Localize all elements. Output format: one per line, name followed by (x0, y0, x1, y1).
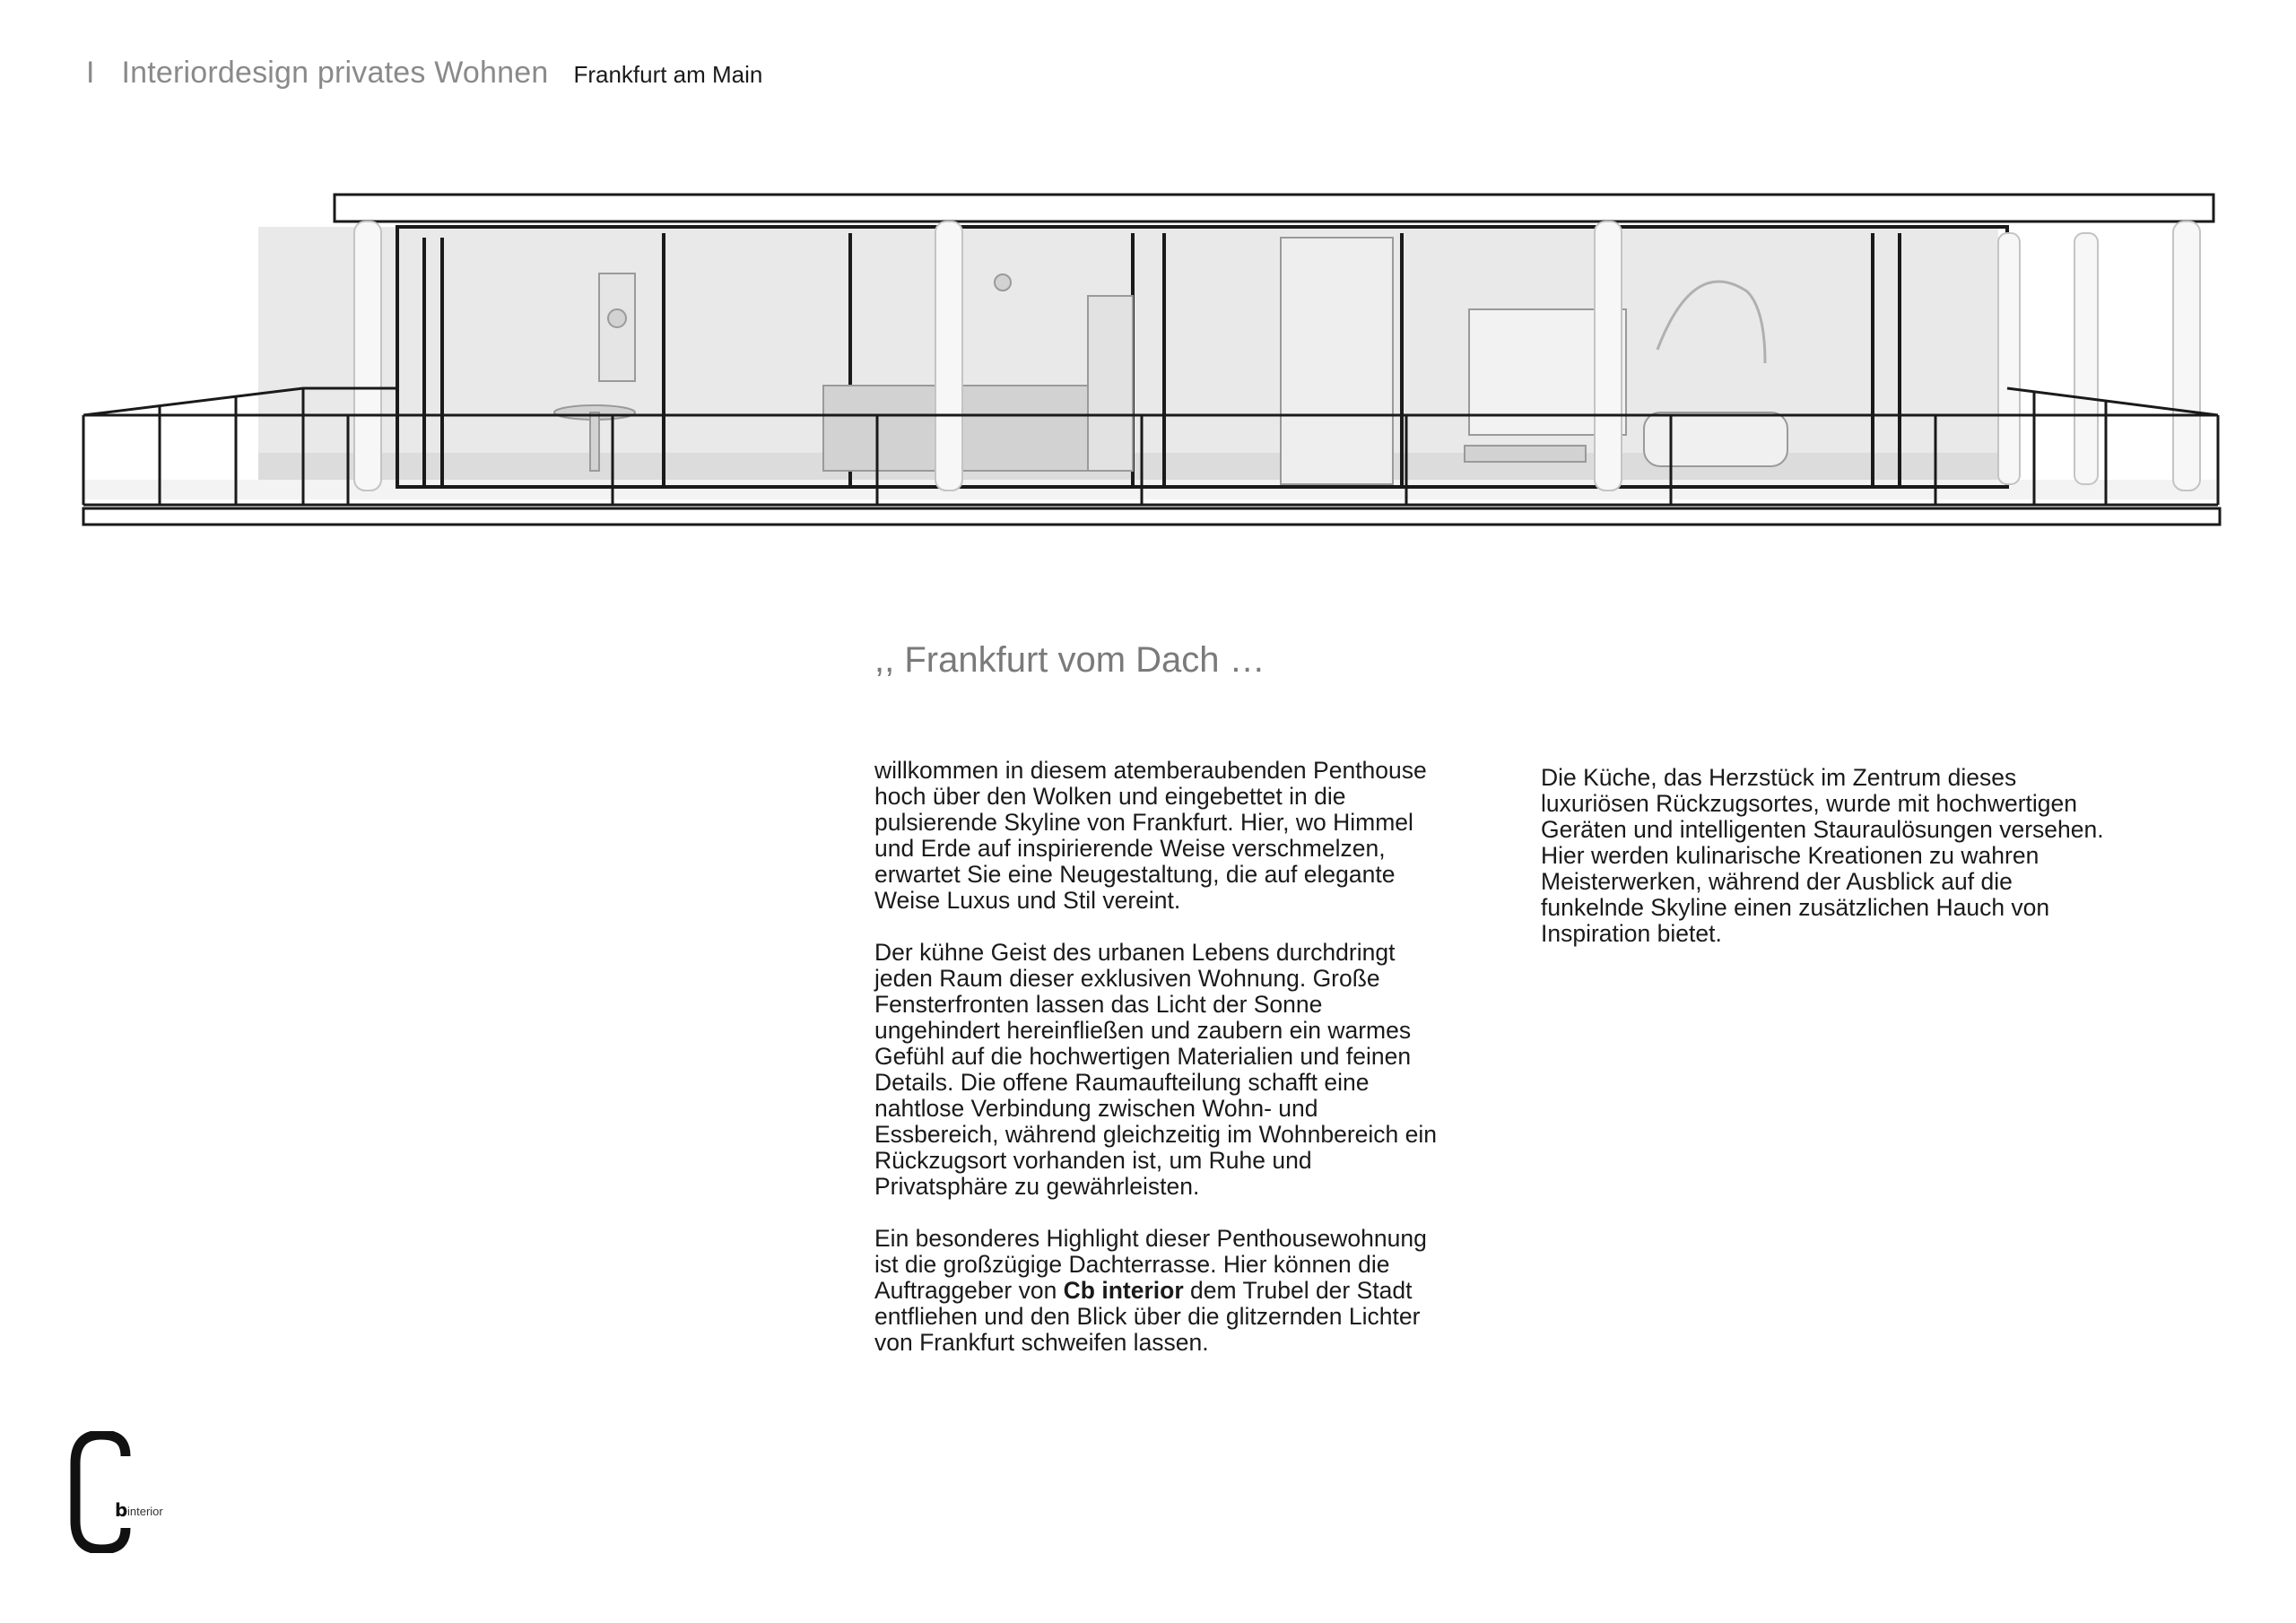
cb-interior-logo (70, 1431, 196, 1557)
logo-word: interior (127, 1505, 163, 1518)
header-bar: I (86, 56, 95, 90)
paragraph-terrace-start: Ein besonderes Highlight dieser Penthousewohnung ist die großzügige Dachterrasse. Hier können die Auftraggeber von (874, 1225, 1427, 1304)
page-subtitle: Frankfurt am Main (573, 61, 763, 88)
paragraph-terrace (874, 1226, 1448, 1356)
page-header (86, 56, 762, 100)
text-column-right (1541, 765, 2115, 973)
roof-slab (335, 195, 2213, 221)
paragraph-intro: willkommen in diesem atemberaubenden Penthouse hoch über den Wolken und eingebettet in die pulsierende Skyline von Frankfurt. Hier, wo Himmel und Erde auf inspirierende Weise verschmelzen, erwartet Sie eine Neugestaltung, die auf elegante Weise Luxus und Stil vereint. (874, 757, 1427, 914)
paragraph-kitchen: Die Küche, das Herzstück im Zentrum dieses luxuriösen Rückzugsortes, wurde mit hochwertigen Geräten und intelligenten Stauraulösungen versehen. Hier werden kulinarische Kreationen zu wahren Meisterwerken, während der Ausblick auf die funkelnde Skyline einen zusätzlichen Hauch von Inspiration bietet. (1541, 764, 2104, 947)
section-quote: ,, Frankfurt vom Dach … (874, 640, 1265, 680)
penthouse-section-drawing (79, 184, 2231, 542)
page-title: Interiordesign privates Wohnen (121, 56, 549, 90)
base-slab (83, 508, 2220, 525)
paragraph-urban-living: Der kühne Geist des urbanen Lebens durchdringt jeden Raum dieser exklusiven Wohnung. Große Fensterfronten lassen das Licht der Sonne ungehindert hereinfließen und zaubern ein warmes Gefühl auf die hochwertigen Materialien und feinen Details. Die offene Raumaufteilung schafft eine nahtlose Verbindung zwischen Wohn- und Essbereich, während gleichzeitig im Wohnbereich ein Rückzugsort vorhanden ist, um Ruhe und Privatsphäre zu gewährleisten. (874, 939, 1438, 1200)
logo-letter-b: b (115, 1499, 128, 1521)
text-column-left (874, 758, 1448, 1382)
paragraph-terrace-end: dem Trubel der Stadt entfliehen und den Blick über die glitzernden Lichter von Frankfurt schweifen lassen. (874, 1277, 1421, 1356)
penthouse-section-render (79, 184, 2231, 542)
brand-name: Cb interior (1063, 1277, 1184, 1304)
logo-c-mark (70, 1431, 133, 1553)
